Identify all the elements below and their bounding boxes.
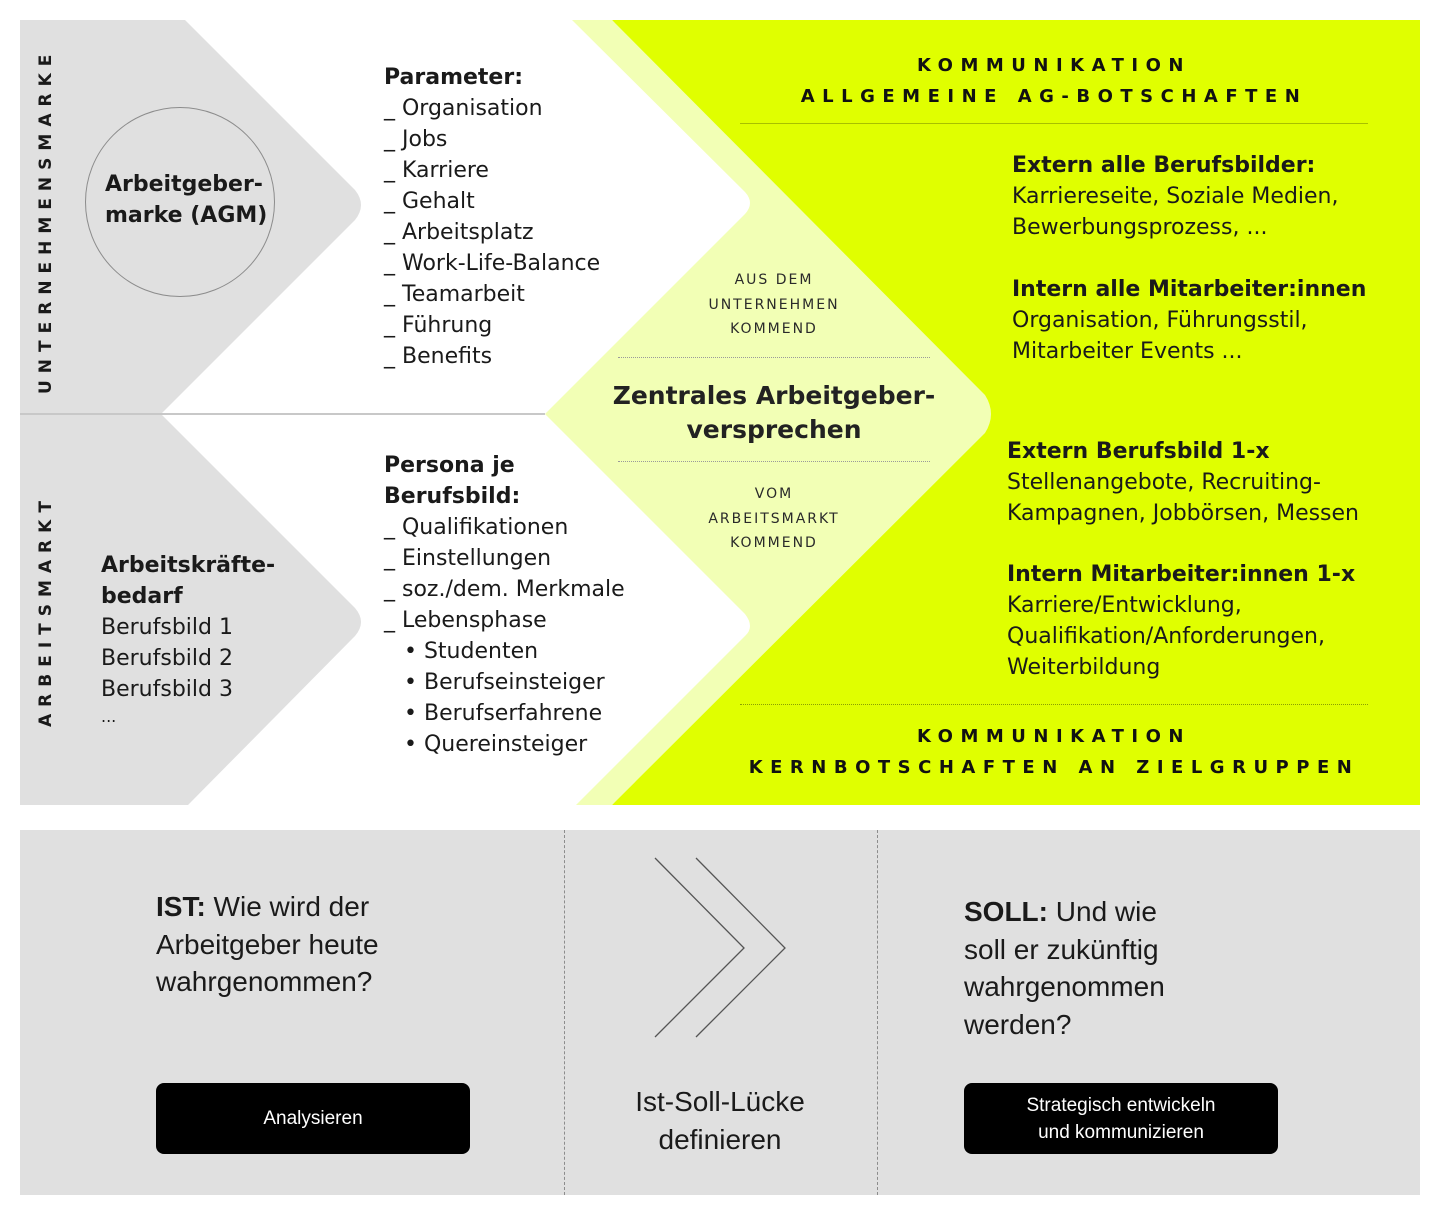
from-market-label bbox=[660, 482, 888, 556]
soll-label: SOLL: bbox=[964, 896, 1048, 927]
message-block-external-all bbox=[1012, 150, 1339, 243]
list-item: _ Jobs bbox=[384, 127, 448, 152]
from-market-line1: VOM bbox=[754, 486, 794, 502]
message-block-line: Bewerbungsprozess, ... bbox=[1012, 215, 1268, 240]
ist-question-line3: wahrgenommen? bbox=[156, 966, 373, 997]
target-communication-heading-line2: KERNBOTSCHAFTEN AN ZIELGRUPPEN bbox=[748, 757, 1360, 778]
persona-list bbox=[384, 512, 625, 760]
message-block-line: Karriereseite, Soziale Medien, bbox=[1012, 184, 1339, 209]
develop-button-label-line2: und kommunizieren bbox=[1038, 1121, 1204, 1143]
parameter-list bbox=[384, 93, 600, 372]
ist-question-line2: Arbeitgeber heute bbox=[156, 928, 379, 960]
labor-demand-list bbox=[101, 612, 275, 729]
gap-label-line2: definieren bbox=[658, 1123, 782, 1155]
soll-question bbox=[964, 893, 1165, 1043]
soll-question-line4: werden? bbox=[964, 1008, 1072, 1040]
list-subitem: • Studenten bbox=[404, 639, 539, 664]
message-block-line: Organisation, Führungsstil, bbox=[1012, 308, 1308, 333]
list-item: _ Führung bbox=[384, 313, 493, 338]
soll-question-line2: soll er zukünftig bbox=[964, 933, 1159, 965]
band-label-labor-market: ARBEITSMARKT bbox=[36, 494, 56, 727]
from-company-line1: AUS DEM bbox=[734, 272, 814, 288]
message-block-title: Intern Mitarbeiter:innen 1-x bbox=[1007, 562, 1356, 587]
persona-title-line1: Persona je bbox=[384, 453, 515, 478]
list-item: _ Teamarbeit bbox=[384, 282, 525, 307]
from-market-line2: ARBEITSMARKT bbox=[708, 510, 840, 527]
employer-brand-label bbox=[105, 169, 268, 231]
center-divider-top bbox=[618, 357, 930, 358]
message-block-title: Extern Berufsbild 1-x bbox=[1007, 439, 1270, 464]
message-block-line: Karriere/Entwicklung, bbox=[1007, 593, 1242, 618]
from-company-line3: KOMMEND bbox=[730, 321, 818, 337]
message-block-internal-role bbox=[1007, 559, 1355, 683]
panel-divider-left bbox=[564, 830, 565, 1195]
parameter-block bbox=[384, 62, 600, 372]
labor-demand-title-line1: Arbeitskräfte- bbox=[101, 553, 276, 578]
analyze-button-label: Analysieren bbox=[263, 1108, 363, 1129]
list-item: _ Qualifikationen bbox=[384, 515, 569, 540]
double-chevron-right-icon bbox=[640, 850, 800, 1040]
ist-question bbox=[156, 888, 379, 1001]
central-promise-title-line1: Zentrales Arbeitgeber- bbox=[612, 381, 936, 410]
persona-block bbox=[384, 450, 625, 760]
employer-brand-label-line1: Arbeitgeber- bbox=[105, 172, 263, 197]
target-communication-heading bbox=[740, 721, 1368, 783]
list-subitem: • Berufserfahrene bbox=[404, 701, 603, 726]
develop-and-communicate-button[interactable] bbox=[964, 1083, 1278, 1154]
persona-title-line2: Berufsbild: bbox=[384, 484, 521, 509]
band-label-company-brand: UNTERNEHMENSMARKE bbox=[36, 47, 56, 394]
general-communication-heading-line2: ALLGEMEINE AG-BOTSCHAFTEN bbox=[800, 86, 1308, 107]
panel-divider-right bbox=[877, 830, 878, 1195]
list-subitem: • Berufseinsteiger bbox=[404, 670, 605, 695]
message-block-internal-all bbox=[1012, 274, 1366, 367]
parameter-title: Parameter: bbox=[384, 65, 524, 90]
list-item: _ Benefits bbox=[384, 344, 493, 369]
gap-label bbox=[580, 1083, 860, 1158]
message-block-title: Extern alle Berufsbilder: bbox=[1012, 153, 1316, 178]
message-block-line: Mitarbeiter Events ... bbox=[1012, 339, 1243, 364]
soll-question-line1: Und wie bbox=[1048, 896, 1157, 927]
message-block-line: Stellenangebote, Recruiting- bbox=[1007, 470, 1321, 495]
top-communication-divider bbox=[740, 123, 1368, 124]
list-subitem: • Quereinsteiger bbox=[404, 732, 588, 757]
list-item: _ Work-Life-Balance bbox=[384, 251, 601, 276]
target-communication-heading-line1: KOMMUNIKATION bbox=[917, 726, 1191, 747]
center-divider-bottom bbox=[618, 461, 930, 462]
message-block-external-role bbox=[1007, 436, 1359, 529]
from-market-line3: KOMMEND bbox=[730, 535, 818, 551]
labor-demand-title-line2: bedarf bbox=[101, 584, 183, 609]
list-item: Berufsbild 3 bbox=[101, 677, 233, 702]
list-item: _ soz./dem. Merkmale bbox=[384, 577, 625, 602]
list-item: _ Organisation bbox=[384, 96, 543, 121]
analyze-button[interactable] bbox=[156, 1083, 470, 1154]
list-item: ... bbox=[101, 707, 117, 726]
list-item: Berufsbild 2 bbox=[101, 646, 233, 671]
list-item: _ Arbeitsplatz bbox=[384, 220, 534, 245]
bottom-communication-divider bbox=[740, 704, 1368, 705]
from-company-label bbox=[660, 268, 888, 342]
list-item: _ Einstellungen bbox=[384, 546, 552, 571]
ist-label: IST: bbox=[156, 891, 206, 922]
employer-brand-label-line2: marke (AGM) bbox=[105, 203, 268, 228]
central-promise-title bbox=[600, 379, 948, 447]
from-company-line2: UNTERNEHMEN bbox=[708, 296, 840, 313]
soll-question-line3: wahrgenommen bbox=[964, 971, 1165, 1002]
message-block-line: Qualifikation/Anforderungen, bbox=[1007, 624, 1325, 649]
message-block-title: Intern alle Mitarbeiter:innen bbox=[1012, 277, 1367, 302]
general-communication-heading bbox=[740, 50, 1368, 112]
list-item: _ Gehalt bbox=[384, 189, 475, 214]
gap-label-line1: Ist-Soll-Lücke bbox=[635, 1086, 805, 1117]
labor-demand-block bbox=[101, 550, 275, 729]
message-block-line: Kampagnen, Jobbörsen, Messen bbox=[1007, 501, 1359, 526]
central-promise-title-line2: versprechen bbox=[686, 415, 862, 444]
general-communication-heading-line1: KOMMUNIKATION bbox=[917, 55, 1191, 76]
list-item: Berufsbild 1 bbox=[101, 615, 233, 640]
list-item: _ Lebensphase bbox=[384, 608, 547, 633]
message-block-line: Weiterbildung bbox=[1007, 655, 1161, 680]
develop-button-label-line1: Strategisch entwickeln bbox=[1026, 1094, 1216, 1116]
list-item: _ Karriere bbox=[384, 158, 489, 183]
ist-question-line1: Wie wird der bbox=[205, 891, 370, 922]
